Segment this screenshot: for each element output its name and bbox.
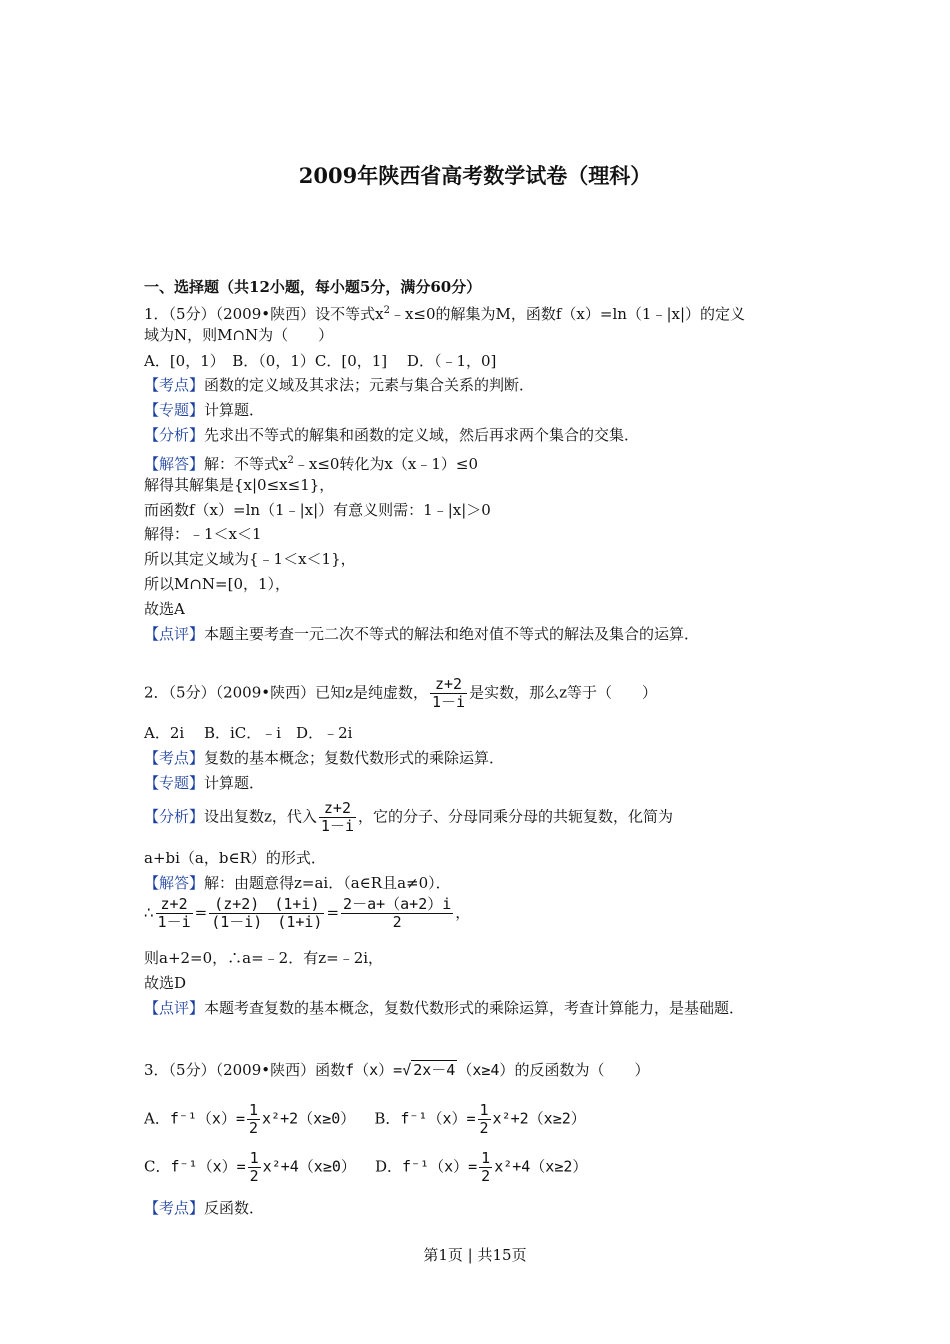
fraction: $\frac{z+2}{1-i}$ xyxy=(157,895,191,931)
q1-solution-line: 解得其解集是{x|0≤x≤1}， xyxy=(144,476,335,494)
q1-kaodian: 【考点】函数的定义域及其求法；元素与集合关系的判断． xyxy=(144,376,535,394)
section-heading: 一、选择题（共12小题，每小题5分，满分60分） xyxy=(144,278,482,296)
q1-jieda: 【解答】解：不等式$x^2﹣x\le 0$转化为x（x﹣1）≤0 xyxy=(144,455,479,473)
fraction: $\frac{1}{2}$ xyxy=(249,1101,259,1137)
q3-stem: 3．（5分）（2009•陕西）函数f（x）=√ 2x－4 （x≥4）的反函数为（ ） xyxy=(144,1061,650,1079)
q1-stem: 1．（5分）（2009•陕西）设不等式$x^2﹣x\le 0$的解集为M，函数f（x）=ln（1﹣|x|）的定义 xyxy=(144,305,746,323)
q3-kaodian: 【考点】反函数． xyxy=(144,1199,265,1217)
q2-equation: ∴ $\frac{z+2}{1-i}$ = $\frac{(z+2) (1+i)}{(1-i) (1+i)}$ = $\frac{2-a+(a+2)i}{2}$ ， xyxy=(144,895,471,931)
fraction: $\frac{1}{2}$ xyxy=(481,1149,491,1185)
q1-zhuanti: 【专题】计算题． xyxy=(144,401,265,419)
q1-solution-line: 所以M∩N=[0，1）， xyxy=(144,575,291,593)
page-footer: 第1页 | 共15页 xyxy=(423,1246,527,1264)
q2-fenxi-line2: a+bi（a，b∈R）的形式． xyxy=(144,849,326,867)
fraction: $\frac{z+2}{1-i}$ xyxy=(320,799,354,835)
q2-fenxi: 【分析】设出复数z，代入 $\frac{z+2}{1-i}$ ，它的分子、分母同乘分母的共轭复数，化简为 xyxy=(144,799,673,835)
sqrt-expression: 2x－4 xyxy=(413,1061,456,1079)
page-title: 2009年陕西省高考数学试卷（理科） xyxy=(298,163,652,188)
q2-dianping: 【点评】本题考查复数的基本概念，复数代数形式的乘除运算，考查计算能力，是基础题． xyxy=(144,999,745,1017)
q1-options: A．[0，1） B．（0，1）C．[0，1] D．（﹣1，0] xyxy=(144,352,497,370)
fraction: $\frac{2-a+(a+2)i}{2}$ xyxy=(343,895,452,931)
q1-solution-line: 故选A xyxy=(144,600,185,618)
q1-fenxi: 【分析】先求出不等式的解集和函数的定义域，然后再求两个集合的交集． xyxy=(144,426,640,444)
q2-kaodian: 【考点】复数的基本概念；复数代数形式的乘除运算． xyxy=(144,749,505,767)
q2-solution-line: 则a+2=0，∴a=﹣2．有z=﹣2i， xyxy=(144,949,384,967)
q2-options: A．2i B．iC．﹣i D．﹣2i xyxy=(144,724,353,742)
q3-option-row: C．f⁻¹（x）= $\frac{1}{2}$ x²+4（x≥0） D．f⁻¹（x）= $\frac{1}{2}$ x²+4（x≥2） xyxy=(144,1149,588,1185)
q1-stem-line2: 域为N，则M∩N为（ ） xyxy=(144,326,334,344)
q1-solution-line: 解得：﹣1＜x＜1 xyxy=(144,525,262,543)
q2-jieda: 【解答】解：由题意得z=ai．（a∈R且a≠0）． xyxy=(144,874,451,892)
fraction: $\frac{1}{2}$ xyxy=(249,1149,259,1185)
q3-option-row: A．f⁻¹（x）= $\frac{1}{2}$ x²+2（x≥0） B．f⁻¹（x）= $\frac{1}{2}$ x²+2（x≥2） xyxy=(144,1101,586,1137)
fraction: $\frac{1}{2}$ xyxy=(479,1101,489,1137)
q2-solution-line: 故选D xyxy=(144,974,187,992)
fraction: $\frac{(z+2) (1+i)}{(1-i) (1+i)}$ xyxy=(211,895,323,931)
q1-solution-line: 所以其定义域为{﹣1＜x＜1}， xyxy=(144,550,356,568)
q2-zhuanti: 【专题】计算题． xyxy=(144,774,265,792)
q2-stem: 2．（5分）（2009•陕西）已知z是纯虚数， $\frac{z+2}{1-i}$ 是实数，那么z等于（ ） xyxy=(144,675,657,711)
fraction: $\frac{z+2}{1-i}$ xyxy=(432,675,466,711)
q1-dianping: 【点评】本题主要考查一元二次不等式的解法和绝对值不等式的解法及集合的运算． xyxy=(144,625,700,643)
q1-solution-line: 而函数f（x）=ln（1﹣|x|）有意义则需：1﹣|x|＞0 xyxy=(144,501,491,519)
